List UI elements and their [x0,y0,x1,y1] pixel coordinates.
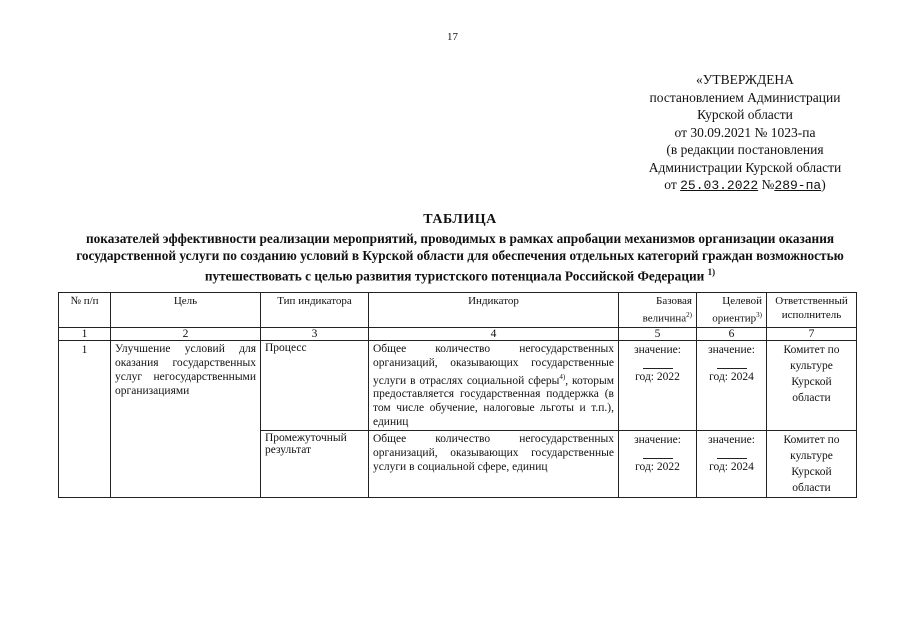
col-header-target: Целевой ориентир$^{3)}$ [697,293,767,328]
target-value-cell: значение: год: 2024 [697,340,767,431]
amendment-number: 289-па [774,178,822,193]
indicators-table [58,292,857,498]
approval-line: постановлением Администрации [649,89,841,105]
column-number: 6 [697,327,767,340]
indicator-type: Промежуточный результат [261,431,369,498]
approval-line: от 30.09.2021 № 1023-па [674,124,816,140]
table-subtitle [40,230,880,284]
approval-line: Курской области [697,107,793,122]
column-number: 3 [261,327,369,340]
number-sign: № [761,177,775,192]
executor-cell: Комитет по культуре Курской области [767,431,857,498]
date-prefix: от [664,177,677,192]
executor-cell: Комитет по культуре Курской области [767,340,857,431]
col-header-goal: Цель [111,293,261,328]
subtitle-footnote: 1) [707,267,716,277]
col-header-num: № п/п [59,293,111,328]
column-number: 7 [767,327,857,340]
subtitle-text: показателей эффективности реализации мероприятий, проводимых в рамках апробации механизмов организации оказания государственной услуги по созданию условий в Курской области для обеспечения отдельных категорий граждан возможностью путешествовать с целью развития туристского потенциала Российской Федерации [76,231,844,284]
amendment-date-line [600,176,890,195]
column-number: 2 [111,327,261,340]
row-number: 1 [59,340,111,498]
table-row [59,340,857,431]
table-header-row [59,293,857,328]
column-number: 1 [59,327,111,340]
approval-line: (в редакции постановления [666,142,824,157]
approval-line: «УТВЕРЖДЕНА [696,72,794,87]
col-header-base: Базовая величина$^{2)}$ [619,293,697,328]
target-value-cell: значение: год: 2024 [697,431,767,498]
col-header-type: Тип индикатора [261,293,369,328]
approval-line: Администрации Курской области [648,159,842,175]
page-number: 17 [447,31,458,43]
base-value-cell: значение: год: 2022 [619,431,697,498]
goal-cell: Улучшение условий для оказания государственных услуг негосударственными организациями [111,340,261,498]
indicator-cell: Общее количество негосударственных организаций, оказывающих государственные услуги в социальной сфере, единиц [369,431,619,498]
indicator-cell: Общее количество негосударственных организаций, оказывающих государственные услуги в отраслях социальной сферы$^{4)}$, которым предоставляется государственная поддержка (в том числе обучение, налоговые льготы и т.п.), единиц [369,340,619,431]
col-header-executor: Ответственный исполнитель [767,293,857,328]
column-number: 4 [369,327,619,340]
column-number: 5 [619,327,697,340]
col-header-indicator: Индикатор [369,293,619,328]
table-heading: ТАБЛИЦА [423,212,497,227]
base-value-cell: значение: год: 2022 [619,340,697,431]
closing-paren: ) [821,177,826,192]
approval-block [600,71,890,195]
amendment-date: 25.03.2022 [680,178,759,193]
document-title [40,212,880,284]
indicator-type: Процесс [261,340,369,431]
column-number-row [59,327,857,340]
